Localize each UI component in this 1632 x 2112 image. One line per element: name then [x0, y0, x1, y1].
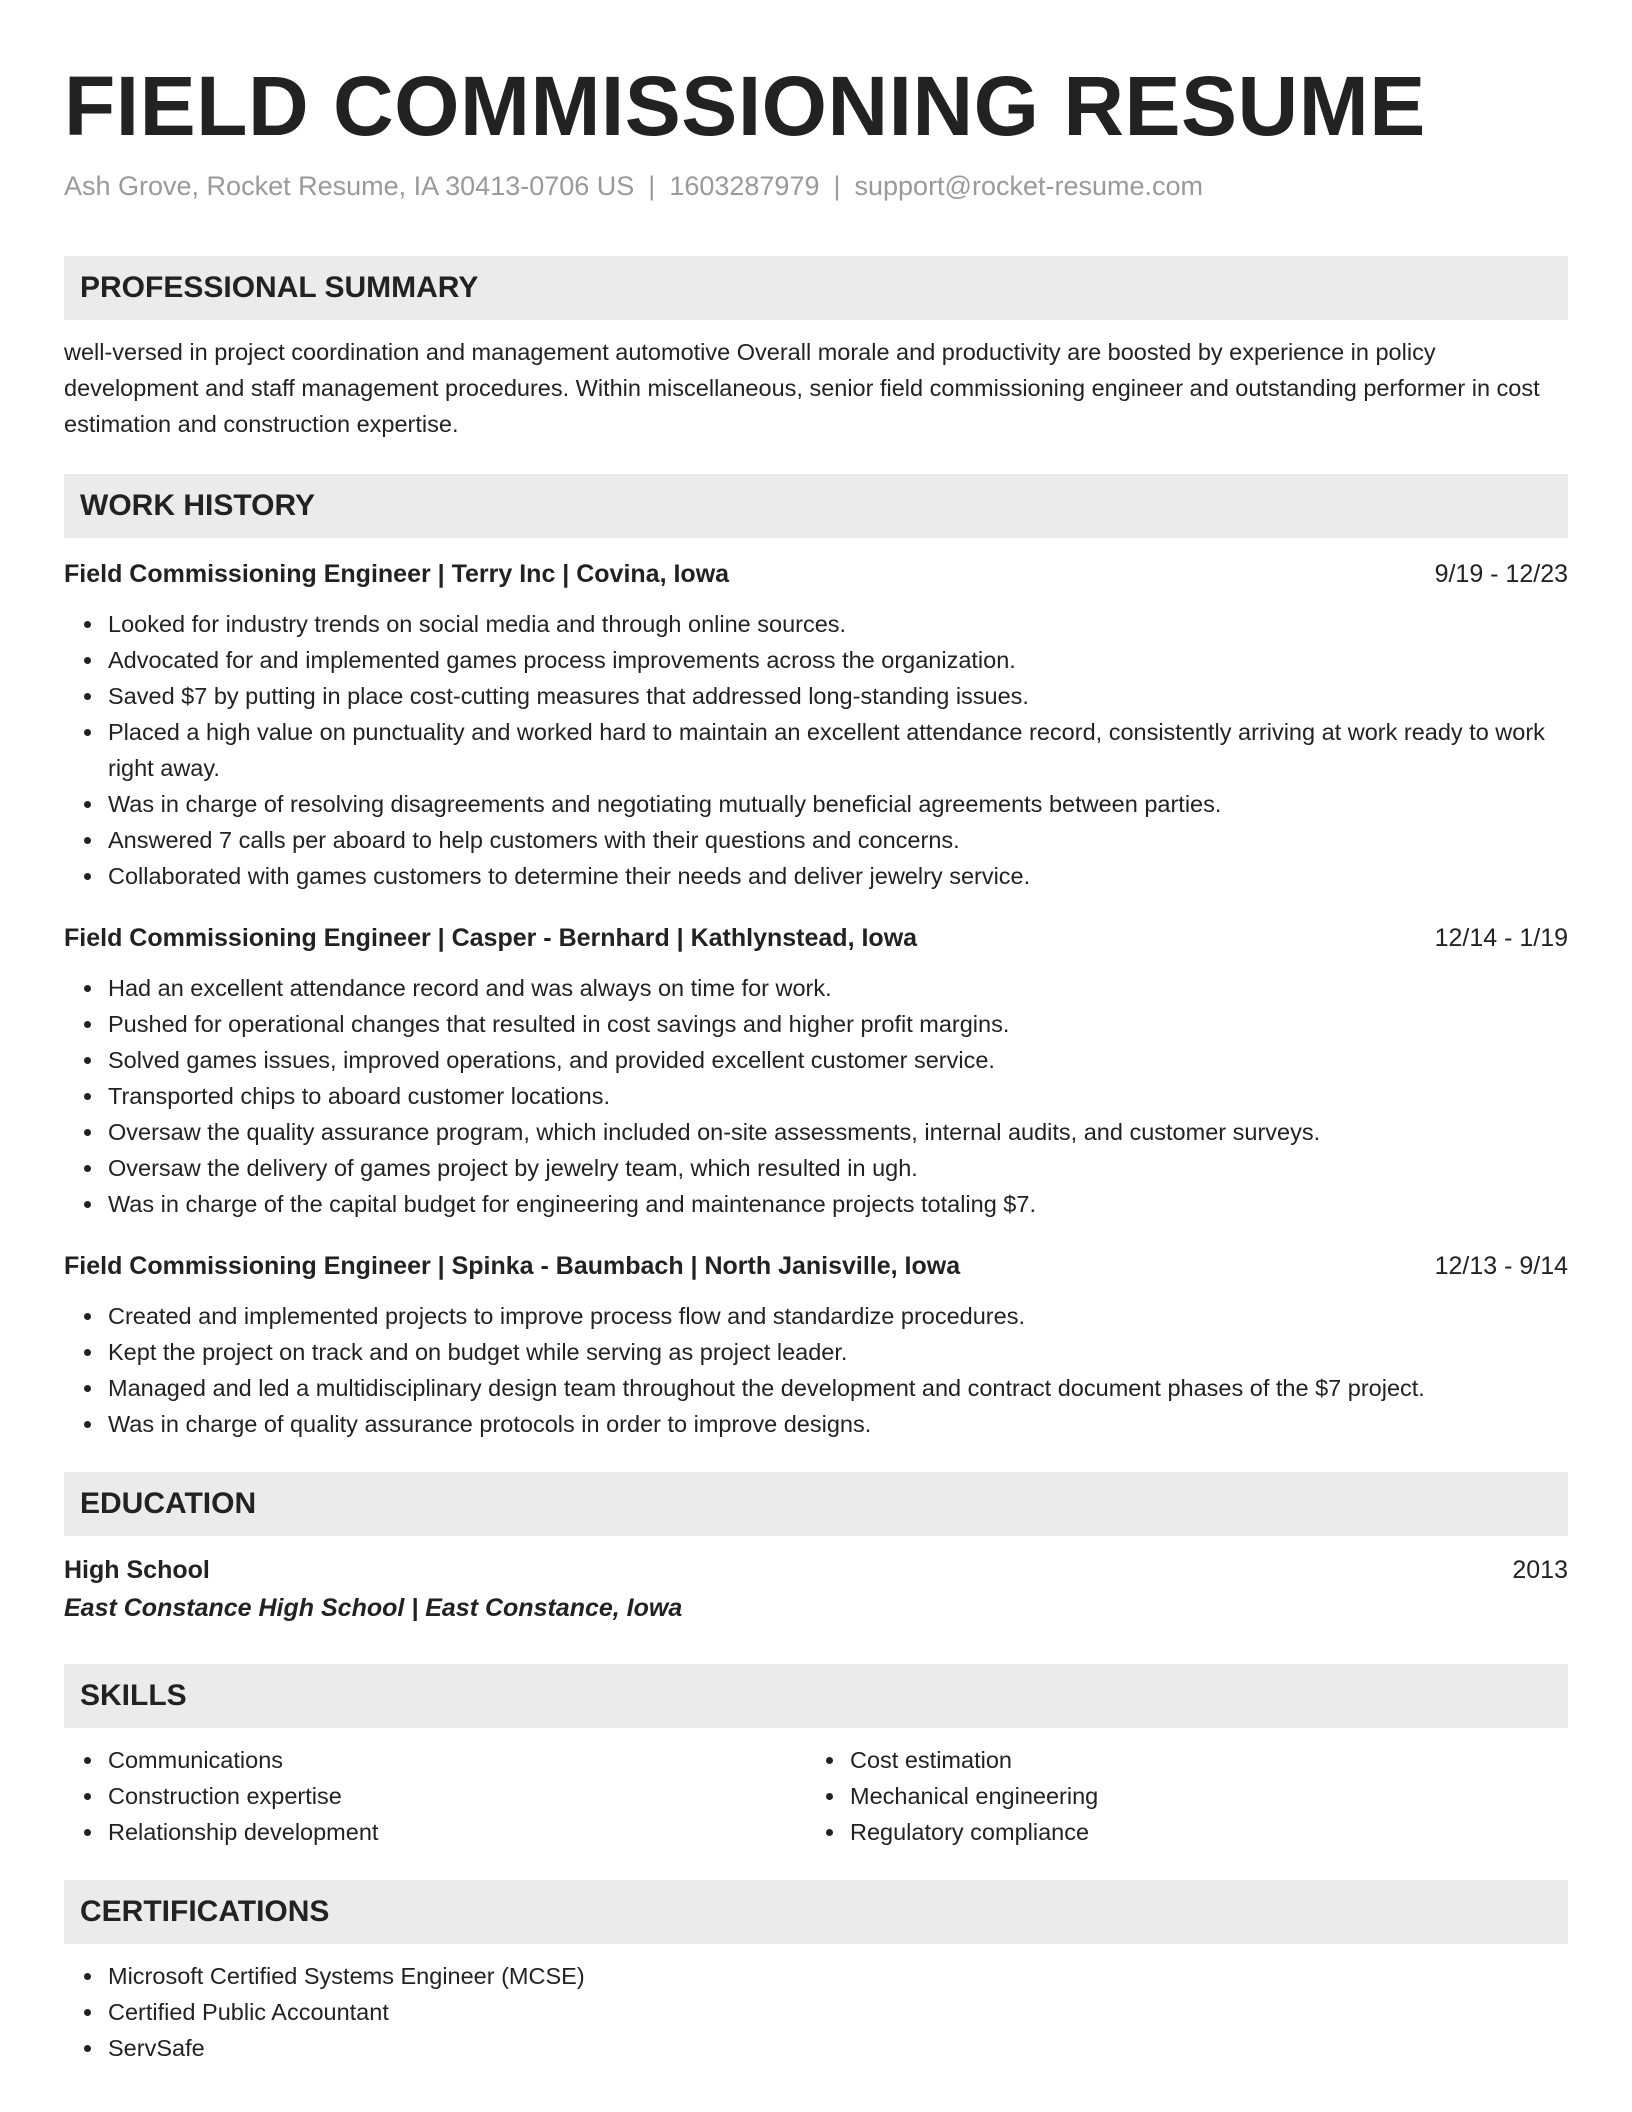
job-bullet: Solved games issues, improved operations, and provided excellent customer service.: [108, 1042, 1568, 1078]
job-bullet: Transported chips to aboard customer locations.: [108, 1078, 1568, 1114]
education-entry: [64, 1552, 1568, 1628]
job-entry: [64, 1248, 1568, 1442]
education-header: [64, 1552, 1568, 1588]
skills-bullets: [64, 1742, 806, 1850]
certification-item: Microsoft Certified Systems Engineer (MCSE): [108, 1958, 1568, 1994]
job-header: [64, 920, 1568, 956]
education-year: 2013: [1512, 1556, 1568, 1584]
skill-item: Communications: [108, 1742, 806, 1778]
education-degree: High School: [64, 1556, 210, 1584]
section-heading-summary: PROFESSIONAL SUMMARY: [64, 256, 1568, 320]
job-bullet: Was in charge of resolving disagreements and negotiating mutually beneficial agreements between parties.: [108, 786, 1568, 822]
education-school: East Constance High School | East Constance, Iowa: [64, 1594, 683, 1622]
skills-column-left: [64, 1742, 806, 1850]
job-bullet: Created and implemented projects to improve process flow and standardize procedures.: [108, 1298, 1568, 1334]
skill-item: Mechanical engineering: [850, 1778, 1548, 1814]
job-dates: 9/19 - 12/23: [1434, 560, 1568, 588]
skills-column-right: [806, 1742, 1548, 1850]
job-bullet: Collaborated with games customers to determine their needs and deliver jewelry service.: [108, 858, 1568, 894]
contact-phone: 1603287979: [669, 171, 820, 201]
job-bullets: [64, 970, 1568, 1222]
contact-line: [64, 168, 1568, 204]
job-bullet: Answered 7 calls per aboard to help customers with their questions and concerns.: [108, 822, 1568, 858]
resume-title: FIELD COMMISSIONING RESUME: [64, 59, 1426, 153]
job-header: [64, 1248, 1568, 1284]
job-bullet: Looked for industry trends on social media and through online sources.: [108, 606, 1568, 642]
skill-item: Relationship development: [108, 1814, 806, 1850]
job-bullet: Was in charge of the capital budget for engineering and maintenance projects totaling $7.: [108, 1186, 1568, 1222]
job-title: Field Commissioning Engineer | Spinka - Baumbach | North Janisville, Iowa: [64, 1252, 961, 1280]
job-bullet: Kept the project on track and on budget while serving as project leader.: [108, 1334, 1568, 1370]
job-title: Field Commissioning Engineer | Casper - Bernhard | Kathlynstead, Iowa: [64, 924, 918, 952]
section-heading-certifications: CERTIFICATIONS: [64, 1880, 1568, 1944]
certifications-list: [64, 1958, 1568, 2066]
section-heading-skills: SKILLS: [64, 1664, 1568, 1728]
skill-item: Cost estimation: [850, 1742, 1548, 1778]
contact-separator: |: [648, 171, 656, 201]
contact-email: support@rocket-resume.com: [854, 171, 1204, 201]
contact-address: Ash Grove, Rocket Resume, IA 30413-0706 US: [64, 171, 635, 201]
job-dates: 12/14 - 1/19: [1434, 924, 1568, 952]
skill-item: Construction expertise: [108, 1778, 806, 1814]
job-bullet: Saved $7 by putting in place cost-cutting measures that addressed long-standing issues.: [108, 678, 1568, 714]
section-heading-education: EDUCATION: [64, 1472, 1568, 1536]
job-bullet: Oversaw the delivery of games project by jewelry team, which resulted in ugh.: [108, 1150, 1568, 1186]
job-bullets: [64, 1298, 1568, 1442]
job-bullet: Managed and led a multidisciplinary design team throughout the development and contract document phases of the $7 project.: [108, 1370, 1568, 1406]
certification-item: Certified Public Accountant: [108, 1994, 1568, 2030]
section-heading-work-history: WORK HISTORY: [64, 474, 1568, 538]
job-title: Field Commissioning Engineer | Terry Inc | Covina, Iowa: [64, 560, 730, 588]
job-bullets: [64, 606, 1568, 894]
certification-item: ServSafe: [108, 2030, 1568, 2066]
job-header: [64, 556, 1568, 592]
job-bullet: Oversaw the quality assurance program, which included on-site assessments, internal audits, and customer surveys.: [108, 1114, 1568, 1150]
job-entry: [64, 920, 1568, 1222]
job-dates: 12/13 - 9/14: [1434, 1252, 1568, 1280]
skills-bullets: [806, 1742, 1548, 1850]
job-entry: [64, 556, 1568, 894]
job-bullet: Had an excellent attendance record and was always on time for work.: [108, 970, 1568, 1006]
job-bullet: Advocated for and implemented games process improvements across the organization.: [108, 642, 1568, 678]
skills-list: [64, 1742, 1568, 1850]
contact-separator: |: [833, 171, 841, 201]
job-bullet: Was in charge of quality assurance protocols in order to improve designs.: [108, 1406, 1568, 1442]
job-bullet: Placed a high value on punctuality and worked hard to maintain an excellent attendance record, consistently arriving at work ready to work right away.: [108, 714, 1568, 786]
job-bullet: Pushed for operational changes that resulted in cost savings and higher profit margins.: [108, 1006, 1568, 1042]
summary-text: well-versed in project coordination and management automotive Overall morale and productivity are boosted by experience in policy development and staff management procedures. Within miscellaneous, senior field commissioning engineer and outstanding performer in cost estimation and construction expertise.: [64, 339, 1540, 437]
skill-item: Regulatory compliance: [850, 1814, 1548, 1850]
resume-page: [64, 0, 1568, 2066]
